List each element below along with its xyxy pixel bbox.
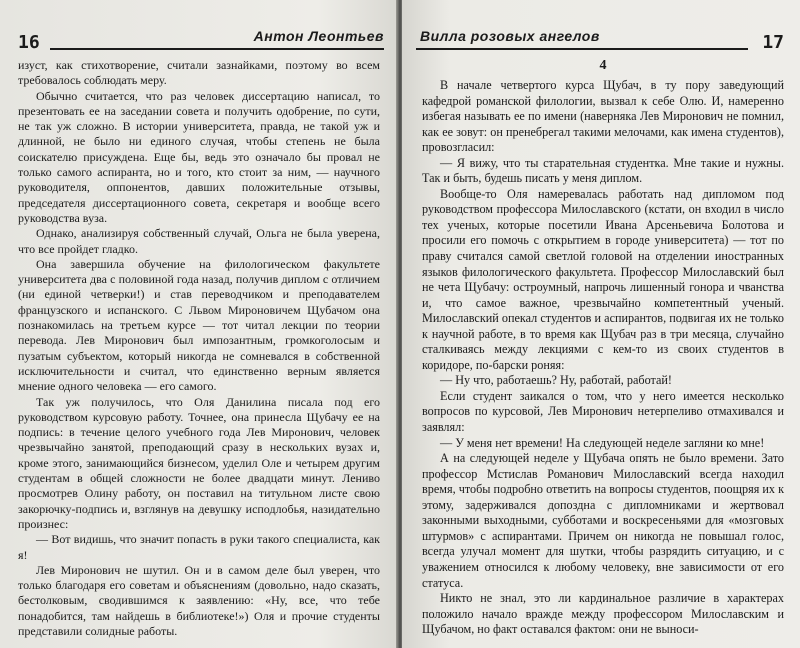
paragraph: — У меня нет времени! На следующей неделе загляни ко мне!: [440, 435, 765, 450]
paragraph: Так уж получилось, что Оля Данилина писала под его руководством курсовую работу. Точнее, она принесла Щубачу ее на подпись: в течение целого учебного года Лев Миронович, человек чрезвычайно занятой, преподающий сразу в нескольких вузах и, кроме этого, занимающийся бизнесом, уделил Оле и четырем другим студентам в общей сложности не более двадцати минут. Лениво просмотрев Олину работу, он поставил на титульном листе свою закорючку-подпись и, взглянув на девушку исподлобья, назидательно произнес:: [18, 394, 380, 531]
paragraph: В начале четвертого курса Щубач, в ту пору заведующий кафедрой романской филологии, вызвал к себе Олю. И, намеренно избегая называть ее по имени (наверняка Лев Миронович не помнил, как ее зовут: он пренебрегал такими мелочами, как имена студентов), провозгласил:: [422, 78, 784, 155]
paragraph: А на следующей неделе у Щубача опять не было времени. Зато профессор Мстислав Романович Милославский всегда находил время, чтобы подробно ответить на вопросы студентов, поощряя их к этому, задерживался допоздна с дипломниками и жертвовал законными выходными, субботами и воскресеньями для «мозговых штурмов» с аспирантами. Причем он никогда не повышал голос, всегда улучал момент для шутки, чтобы разрядить ситуацию, и с уважением относился к любому человеку, вне зависимости от его статуса.: [422, 451, 784, 590]
running-title: Вилла розовых ангелов: [420, 28, 600, 44]
running-title: Антон Леонтьев: [253, 28, 384, 44]
page-number: 16: [18, 32, 40, 53]
paragraph: Обычно считается, что раз человек диссертацию написал, то презентовать ее на заседании совета и получить одобрение, по сути, не так уж сложно. В истории университета, правда, не такой уж и длинной, не было ни единого случая, чтобы степень не была соискателю присуждена. Еще бы, ведь это означало бы провал не только самого аспиранта, но и того, кто стоит за ним, — научного руководителя, оппонентов, давших положительные отзывы, председателя диссертационного совета, секретаря и вообще всего руководства вуза.: [18, 88, 380, 225]
paragraph: — Ну что, работаешь? Ну, работай, работай!: [440, 373, 672, 388]
paragraph: Лев Миронович не шутил. Он и в самом деле был уверен, что только благодаря его советам и объяснениям (довольно, надо сказать, бестолковым, сводившимся к заявлению: «Ну, все, что тебе понадобится, там найдешь в библиотеке!») Оля и прочие студенты представили солидные работы.: [18, 562, 380, 638]
paragraph: Никто не знал, это ли кардинальное различие в характерах положило начало вражде между профессором Милославским и Щубачом, но факт оставался фактом: они не выноси-: [422, 591, 784, 637]
paragraph: — Я вижу, что ты старательная студентка. Мне такие и нужны. Так и быть, будешь писать у меня диплом.: [422, 155, 784, 186]
right-body-text: [422, 56, 784, 638]
right-header: [416, 28, 784, 53]
chapter-number: 4: [599, 58, 607, 73]
header-rule: [416, 48, 748, 50]
paragraph: — Вот видишь, что значит попасть в руки такого специалиста, как я!: [18, 532, 380, 562]
paragraph: изуст, как стихотворение, считали зазнайками, поэтому во всем требовалось соблюдать меру.: [18, 58, 380, 88]
paragraph: Она завершила обучение на филологическом факультете университета два с половиной года назад, получив диплом с отличием (ни единой четверки!) и став переводчиком и преподавателем французского и испанского. С Львом Мироновичем Щубачом она познакомилась на третьем курсе — тот читал лекции по теории перевода. Лев Миронович был импозантным, громкоголосым и пузатым субъектом, который никогда не сомневался в собственной исключительности и считал, что единственно верным является мнение одного человека — его самого.: [18, 256, 380, 394]
left-header: [18, 28, 384, 53]
paragraph: Однако, анализируя собственный случай, Ольга не была уверена, что все пройдет гладко.: [18, 226, 380, 256]
left-body-text: [18, 58, 380, 639]
header-rule: [50, 48, 384, 50]
page-number: 17: [762, 32, 784, 53]
right-page: [402, 0, 800, 648]
left-page: [0, 0, 398, 648]
paragraph: Вообще-то Оля намеревалась работать над дипломом под руководством профессора Милославского (кстати, он входил в число тех ученых, которые посетили Ивана Арсеньевича Болотова и просили его помочь с открытием в городе университета) — тот по праву считался самой светлой головой на отделении иностранных языков филологического факультета. Профессор Милославский был не чета Щубачу: остроумный, напрочь лишенный гонора и чванства и, что самое важное, чрезвычайно компетентный ученый. Милославский опекал студентов и аспирантов, подвигая их не только к научной работе, в то время как Щубач раз в три месяца, случайно сталкиваясь между лекциями с кем-то из своих студентов в коридоре, по-барски роняя:: [422, 186, 784, 372]
paragraph: Если студент заикался о том, что у него имеется несколько вопросов по курсовой, Лев Миронович нетерпеливо отмахивался и заявлял:: [422, 388, 784, 435]
